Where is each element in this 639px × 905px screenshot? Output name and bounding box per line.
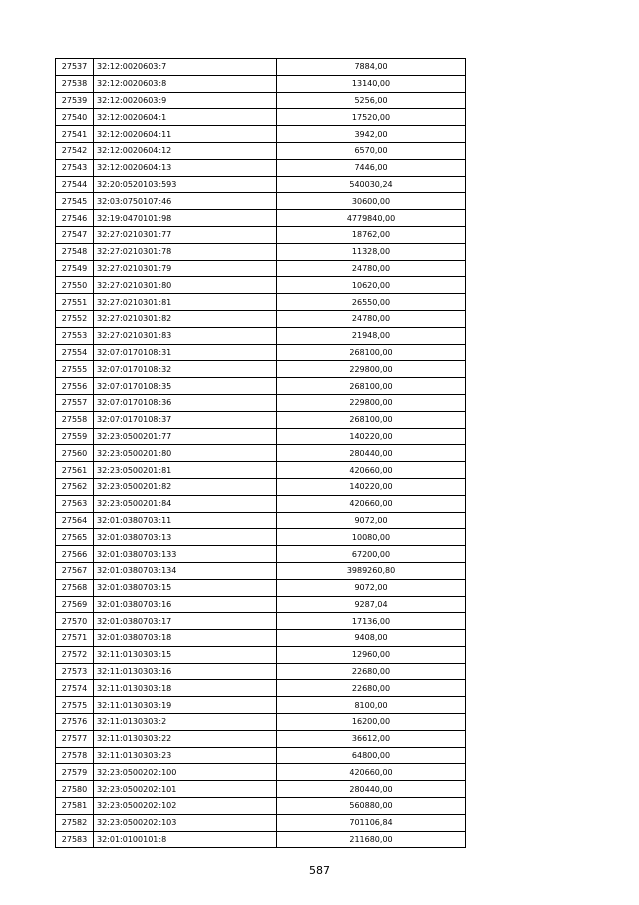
value-cell: 9287,04: [277, 596, 466, 613]
row-id-cell: 27544: [56, 176, 94, 193]
cadastral-number-cell: 32:23:0500201:80: [94, 445, 277, 462]
cadastral-number-cell: 32:12:0020603:9: [94, 92, 277, 109]
cadastral-number-cell: 32:27:0210301:79: [94, 260, 277, 277]
table-row: [56, 613, 466, 630]
table-row: [56, 428, 466, 445]
value-cell: 10080,00: [277, 529, 466, 546]
row-id-cell: 27564: [56, 512, 94, 529]
cadastral-number-cell: 32:19:0470101:98: [94, 210, 277, 227]
row-id-cell: 27579: [56, 764, 94, 781]
table-row: [56, 512, 466, 529]
row-id-cell: 27540: [56, 109, 94, 126]
cadastral-number-cell: 32:23:0500201:81: [94, 462, 277, 479]
table-row: [56, 310, 466, 327]
row-id-cell: 27561: [56, 462, 94, 479]
table-row: [56, 226, 466, 243]
cadastral-number-cell: 32:12:0020604:1: [94, 109, 277, 126]
cadastral-number-cell: 32:07:0170108:31: [94, 344, 277, 361]
row-id-cell: 27543: [56, 159, 94, 176]
table-row: [56, 747, 466, 764]
value-cell: 9072,00: [277, 579, 466, 596]
value-cell: 268100,00: [277, 344, 466, 361]
value-cell: 9408,00: [277, 630, 466, 647]
cadastral-number-cell: 32:11:0130303:23: [94, 747, 277, 764]
cadastral-number-cell: 32:11:0130303:18: [94, 680, 277, 697]
row-id-cell: 27565: [56, 529, 94, 546]
table-row: [56, 529, 466, 546]
row-id-cell: 27547: [56, 226, 94, 243]
cadastral-number-cell: 32:01:0380703:18: [94, 630, 277, 647]
row-id-cell: 27541: [56, 126, 94, 143]
value-cell: 229800,00: [277, 394, 466, 411]
table-row: [56, 344, 466, 361]
cadastral-number-cell: 32:07:0170108:36: [94, 394, 277, 411]
table-row: [56, 478, 466, 495]
row-id-cell: 27555: [56, 361, 94, 378]
value-cell: 560880,00: [277, 798, 466, 815]
cadastral-number-cell: 32:01:0380703:16: [94, 596, 277, 613]
row-id-cell: 27560: [56, 445, 94, 462]
row-id-cell: 27575: [56, 697, 94, 714]
row-id-cell: 27553: [56, 327, 94, 344]
value-cell: 64800,00: [277, 747, 466, 764]
row-id-cell: 27582: [56, 814, 94, 831]
table-row: [56, 462, 466, 479]
table-row: [56, 327, 466, 344]
table-row: [56, 294, 466, 311]
cadastral-number-cell: 32:27:0210301:82: [94, 310, 277, 327]
value-cell: 17136,00: [277, 613, 466, 630]
value-cell: 12960,00: [277, 646, 466, 663]
value-cell: 18762,00: [277, 226, 466, 243]
value-cell: 26550,00: [277, 294, 466, 311]
cadastral-number-cell: 32:07:0170108:32: [94, 361, 277, 378]
value-cell: 280440,00: [277, 445, 466, 462]
table-row: [56, 798, 466, 815]
cadastral-number-cell: 32:23:0500202:102: [94, 798, 277, 815]
row-id-cell: 27548: [56, 243, 94, 260]
cadastral-number-cell: 32:11:0130303:15: [94, 646, 277, 663]
cadastral-number-cell: 32:11:0130303:19: [94, 697, 277, 714]
value-cell: 67200,00: [277, 546, 466, 563]
cadastral-number-cell: 32:07:0170108:35: [94, 378, 277, 395]
table-row: [56, 193, 466, 210]
value-cell: 6570,00: [277, 142, 466, 159]
value-cell: 4779840,00: [277, 210, 466, 227]
cadastral-number-cell: 32:01:0380703:15: [94, 579, 277, 596]
row-id-cell: 27556: [56, 378, 94, 395]
value-cell: 420660,00: [277, 462, 466, 479]
cadastral-number-cell: 32:12:0020603:7: [94, 59, 277, 76]
cadastral-number-cell: 32:12:0020604:13: [94, 159, 277, 176]
table-row: [56, 445, 466, 462]
cadastral-number-cell: 32:23:0500201:82: [94, 478, 277, 495]
row-id-cell: 27537: [56, 59, 94, 76]
row-id-cell: 27551: [56, 294, 94, 311]
value-cell: 8100,00: [277, 697, 466, 714]
cadastral-number-cell: 32:12:0020604:12: [94, 142, 277, 159]
value-cell: 268100,00: [277, 411, 466, 428]
table-row: [56, 142, 466, 159]
table-row: [56, 260, 466, 277]
cadastral-number-cell: 32:23:0500201:77: [94, 428, 277, 445]
row-id-cell: 27559: [56, 428, 94, 445]
table-row: [56, 546, 466, 563]
table-row: [56, 730, 466, 747]
value-cell: 229800,00: [277, 361, 466, 378]
value-cell: 11328,00: [277, 243, 466, 260]
value-cell: 211680,00: [277, 831, 466, 848]
cadastral-number-cell: 32:23:0500202:100: [94, 764, 277, 781]
row-id-cell: 27542: [56, 142, 94, 159]
value-cell: 268100,00: [277, 378, 466, 395]
cadastral-number-cell: 32:23:0500201:84: [94, 495, 277, 512]
cadastral-number-cell: 32:01:0380703:17: [94, 613, 277, 630]
value-cell: 540030,24: [277, 176, 466, 193]
table-body: [56, 59, 466, 848]
cadastral-number-cell: 32:12:0020604:11: [94, 126, 277, 143]
cadastral-number-cell: 32:27:0210301:81: [94, 294, 277, 311]
table-row: [56, 495, 466, 512]
value-cell: 30600,00: [277, 193, 466, 210]
value-cell: 7884,00: [277, 59, 466, 76]
value-cell: 280440,00: [277, 781, 466, 798]
table-row: [56, 159, 466, 176]
row-id-cell: 27546: [56, 210, 94, 227]
table-row: [56, 714, 466, 731]
cadastral-number-cell: 32:01:0100101:8: [94, 831, 277, 848]
table-row: [56, 126, 466, 143]
row-id-cell: 27571: [56, 630, 94, 647]
value-cell: 22680,00: [277, 663, 466, 680]
cadastral-number-cell: 32:23:0500202:103: [94, 814, 277, 831]
table-row: [56, 394, 466, 411]
cadastral-number-cell: 32:23:0500202:101: [94, 781, 277, 798]
row-id-cell: 27569: [56, 596, 94, 613]
row-id-cell: 27554: [56, 344, 94, 361]
table-row: [56, 630, 466, 647]
table-row: [56, 781, 466, 798]
table-row: [56, 831, 466, 848]
row-id-cell: 27576: [56, 714, 94, 731]
row-id-cell: 27538: [56, 75, 94, 92]
table-row: [56, 680, 466, 697]
row-id-cell: 27562: [56, 478, 94, 495]
cadastral-number-cell: 32:07:0170108:37: [94, 411, 277, 428]
table-row: [56, 646, 466, 663]
table-row: [56, 596, 466, 613]
table-row: [56, 109, 466, 126]
row-id-cell: 27572: [56, 646, 94, 663]
cadastral-number-cell: 32:01:0380703:11: [94, 512, 277, 529]
cadastral-number-cell: 32:20:0520103:593: [94, 176, 277, 193]
page-number: 587: [309, 864, 330, 877]
value-cell: 7446,00: [277, 159, 466, 176]
row-id-cell: 27566: [56, 546, 94, 563]
row-id-cell: 27578: [56, 747, 94, 764]
row-id-cell: 27558: [56, 411, 94, 428]
table-row: [56, 411, 466, 428]
row-id-cell: 27545: [56, 193, 94, 210]
value-cell: 22680,00: [277, 680, 466, 697]
value-cell: 140220,00: [277, 428, 466, 445]
table-row: [56, 75, 466, 92]
cadastral-number-cell: 32:11:0130303:22: [94, 730, 277, 747]
row-id-cell: 27570: [56, 613, 94, 630]
value-cell: 24780,00: [277, 260, 466, 277]
table-row: [56, 176, 466, 193]
cadastral-number-cell: 32:11:0130303:2: [94, 714, 277, 731]
cadastral-number-cell: 32:12:0020603:8: [94, 75, 277, 92]
cadastral-number-cell: 32:11:0130303:16: [94, 663, 277, 680]
table-row: [56, 562, 466, 579]
cadastral-number-cell: 32:01:0380703:13: [94, 529, 277, 546]
value-cell: 13140,00: [277, 75, 466, 92]
table-row: [56, 697, 466, 714]
table-row: [56, 210, 466, 227]
table-row: [56, 361, 466, 378]
table-row: [56, 814, 466, 831]
row-id-cell: 27549: [56, 260, 94, 277]
value-cell: 3989260,80: [277, 562, 466, 579]
row-id-cell: 27563: [56, 495, 94, 512]
row-id-cell: 27573: [56, 663, 94, 680]
row-id-cell: 27557: [56, 394, 94, 411]
row-id-cell: 27552: [56, 310, 94, 327]
value-cell: 140220,00: [277, 478, 466, 495]
table-row: [56, 277, 466, 294]
table-row: [56, 243, 466, 260]
value-cell: 24780,00: [277, 310, 466, 327]
cadastral-number-cell: 32:27:0210301:83: [94, 327, 277, 344]
value-cell: 701106,84: [277, 814, 466, 831]
row-id-cell: 27581: [56, 798, 94, 815]
table-row: [56, 579, 466, 596]
row-id-cell: 27577: [56, 730, 94, 747]
row-id-cell: 27567: [56, 562, 94, 579]
value-cell: 3942,00: [277, 126, 466, 143]
row-id-cell: 27580: [56, 781, 94, 798]
value-cell: 21948,00: [277, 327, 466, 344]
row-id-cell: 27574: [56, 680, 94, 697]
cadastral-number-cell: 32:27:0210301:78: [94, 243, 277, 260]
value-cell: 9072,00: [277, 512, 466, 529]
cadastral-number-cell: 32:01:0380703:133: [94, 546, 277, 563]
value-cell: 5256,00: [277, 92, 466, 109]
row-id-cell: 27583: [56, 831, 94, 848]
value-cell: 36612,00: [277, 730, 466, 747]
row-id-cell: 27539: [56, 92, 94, 109]
value-cell: 10620,00: [277, 277, 466, 294]
cadastral-number-cell: 32:01:0380703:134: [94, 562, 277, 579]
value-cell: 420660,00: [277, 495, 466, 512]
data-table: [55, 58, 466, 848]
cadastral-number-cell: 32:03:0750107:46: [94, 193, 277, 210]
cadastral-number-cell: 32:27:0210301:80: [94, 277, 277, 294]
value-cell: 420660,00: [277, 764, 466, 781]
row-id-cell: 27550: [56, 277, 94, 294]
table-row: [56, 764, 466, 781]
value-cell: 16200,00: [277, 714, 466, 731]
cadastral-number-cell: 32:27:0210301:77: [94, 226, 277, 243]
row-id-cell: 27568: [56, 579, 94, 596]
table-row: [56, 663, 466, 680]
table-row: [56, 378, 466, 395]
table-row: [56, 59, 466, 76]
table-row: [56, 92, 466, 109]
value-cell: 17520,00: [277, 109, 466, 126]
